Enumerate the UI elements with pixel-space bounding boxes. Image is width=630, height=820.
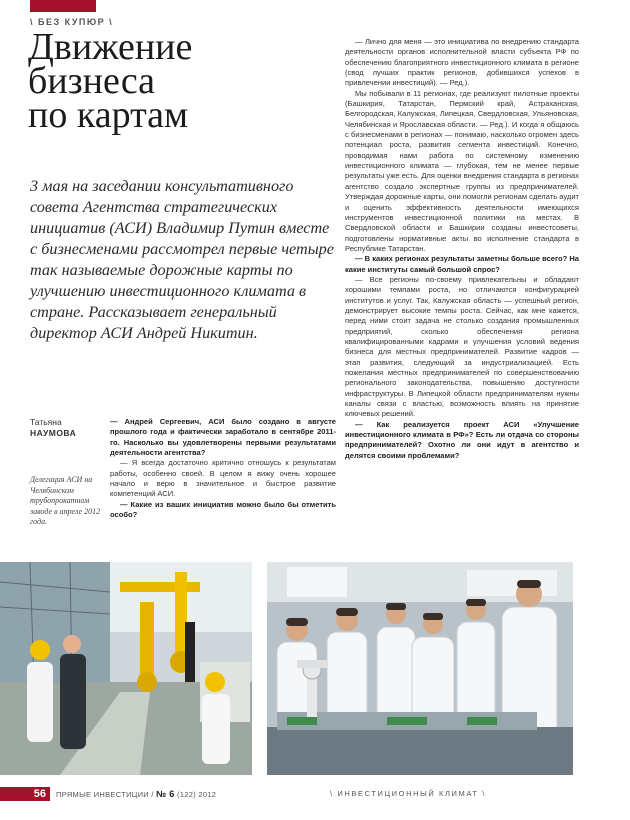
page-number-badge: 56: [0, 787, 50, 801]
article-title: [28, 26, 328, 136]
interview-question: — Как реализуется проект АСИ «Улучшение инвестиционного климата в РФ»? Есть ли отдача со стороны предпринимателей? Охотно ли они идут в агентство и делятся своими проблемами?: [345, 419, 579, 460]
author-byline: [30, 417, 76, 439]
title-line: бизнеса: [28, 60, 156, 102]
top-accent-bar: [30, 0, 96, 12]
author-first-name: Татьяна: [30, 417, 62, 427]
magazine-title: ПРЯМЫЕ ИНВЕСТИЦИИ /: [56, 790, 154, 799]
section-label: \ ИНВЕСТИЦИОННЫЙ КЛИМАТ \: [330, 789, 486, 798]
title-line: Движение: [28, 26, 193, 68]
interview-answer: — Лично для меня — это инициатива по внедрению стандарта деятельности органов исполнительной власти субъекта РФ по обеспечению благоприятного инвестиционного климата в регионе (свод лучших практик регионов, добившихся успехов в привлечении инвестиций). — Ред.).: [345, 37, 579, 88]
title-line: по картам: [28, 94, 189, 136]
interview-question: — Какие из ваших инициатив можно было бы отметить особо?: [110, 499, 336, 520]
issue-detail: (122) 2012: [177, 790, 217, 799]
lead-paragraph: 3 мая на заседании консультативного совета Агентства стратегических инициатив (АСИ) Владимир Путин вместе с бизнесменами рассмотрел первые четыре так называемые дорожные карты по улучшению инвестиционного климата в стране. Рассказывает генеральный директор АСИ Андрей Никитин.: [30, 177, 334, 342]
photo-caption: Делегация АСИ на Челябинском трубопрокатном заводе в апреле 2012 года.: [30, 475, 101, 526]
delegation-photo: [267, 562, 573, 775]
rubric-label: \ БЕЗ КУПЮР \: [30, 17, 114, 27]
author-last-name: НАУМОВА: [30, 428, 77, 438]
interview-question: — Андрей Сергеевич, АСИ было создано в августе прошлого года и фактически заработало в сентябре 2011-го. Насколько вы удовлетворены первыми результатами деятельности агентства?: [110, 417, 336, 458]
interview-answer: — Все регионы по-своему привлекательны и обладают хорошими темпами роста, но отличаются конфигурацией институтов и услуг. Так, Калужская область — успешный регион, демонстрирует высокие темпы роста. Сейчас, как мне кажется, перед ними стоит задача не столько создания промышленных предприятий, сколько обеспечения региона квалифицированными кадрами и улучшения условий ведения бизнеса для местных предпринимателей. Развитие кадров — этап развития, следующий за индустриализацией. Есть пожелания местных предпринимателей по совершенствованию регионального законодательства, повышению доступности инфраструктуры. В Липецкой области предпринимателям нужны каналы связи с властью, возможность влиять на принятие ключевых решений.: [345, 274, 579, 419]
interview-question: — В каких регионах результаты заметны больше всего? На какие институты самый большой спрос?: [345, 254, 579, 274]
interview-answer: — Я всегда достаточно критично отношусь к результатам работы, особенно своей. В целом я вижу очень хорошее начало и верю в значительное и быстрое развитие компетенций АСИ.: [110, 458, 336, 499]
article-column-1: [110, 417, 336, 520]
issue-number: № 6: [156, 789, 175, 799]
interview-answer: Мы побывали в 11 регионах, где реализуют пилотные проекты (Башкирия, Татарстан, Пермский край, Астраханская, Белгородская, Калужская, Липецкая, Свердловская, Ульяновская, Челябинская и Ярославская области. — Ред.). И когда я общаюсь с бизнесменами в регионах — понимаю, насколько огромен здесь потенциал роста, развития сегмента инвестиций. Конечно, проводимая нами работа по системному изменению инвестиционного климата — глубокая, тем не менее первые результаты уже есть. Для оценки внедрения стандарта в регионах агентство создало экспертные группы из предпринимателей. Утверждая дорожные карты, они помогли регионам сделать аудит и оценить эффективность деятельности имеющихся инструментов инвестиционной политики на местах. В Свердловской области и Башкирии созданы инвестсоветы, подготовлены нормативные акты во исполнение стандарта в Республике Татарстан.: [345, 88, 579, 253]
article-column-2: [345, 37, 579, 461]
magazine-name: [56, 789, 216, 799]
factory-photo: [0, 562, 252, 775]
